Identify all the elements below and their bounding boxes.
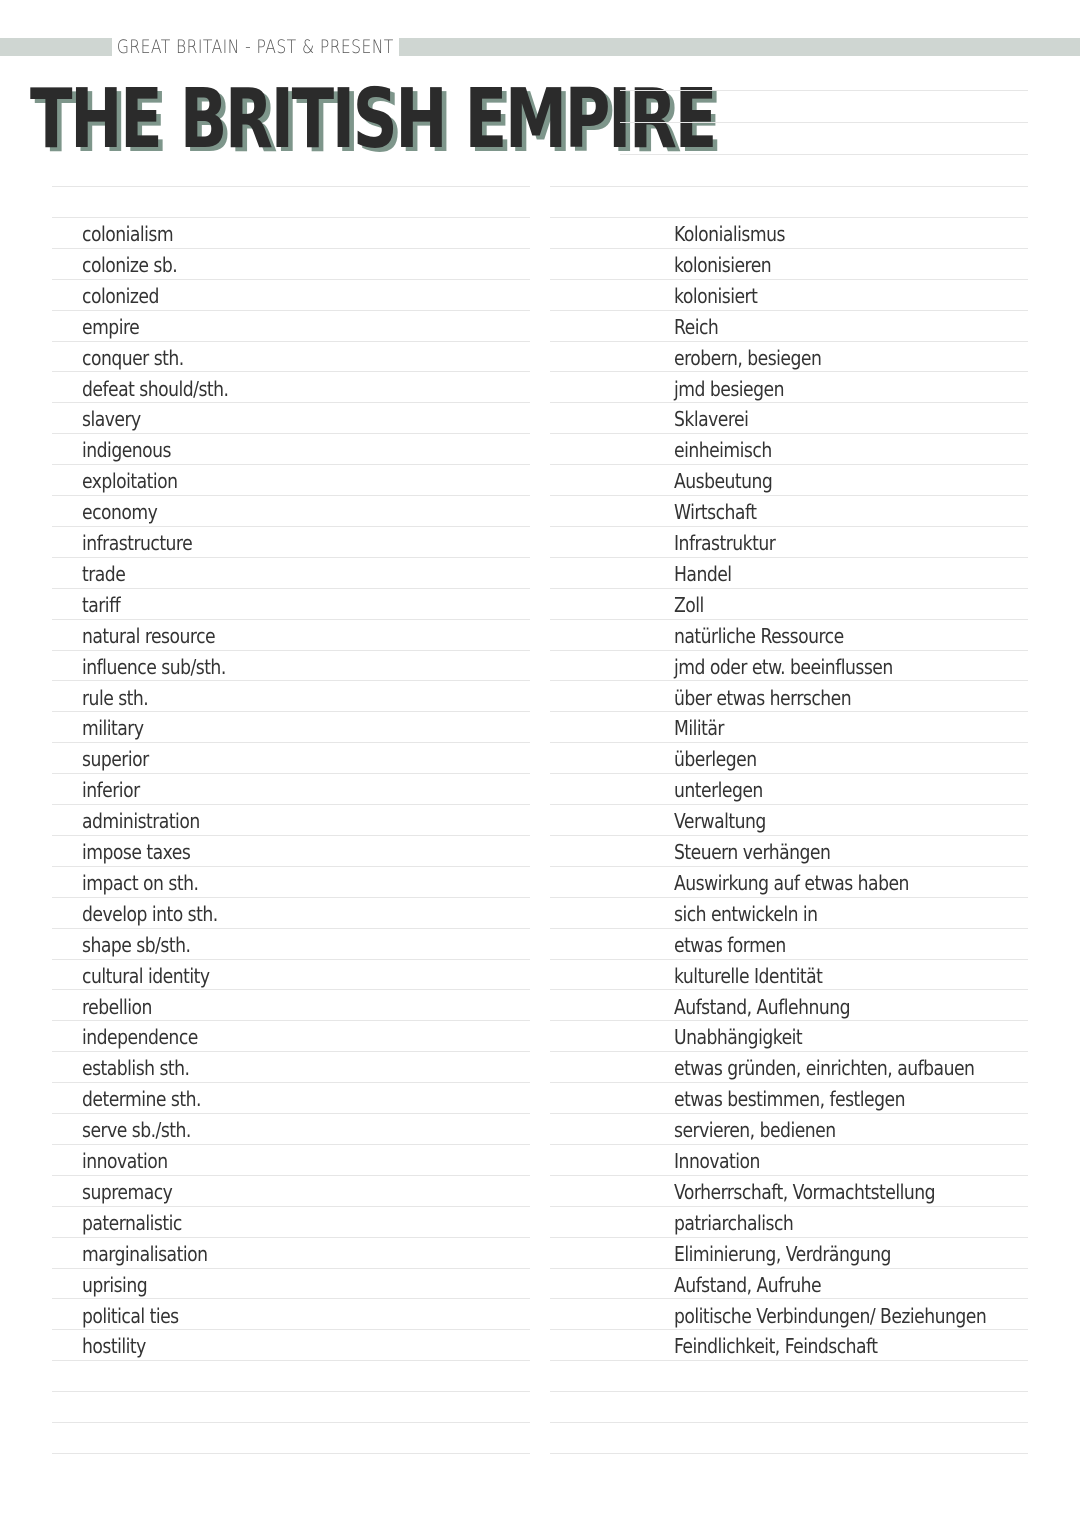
ruled-line [550,1453,1028,1454]
ruled-line [550,217,1028,218]
ruled-line [550,680,1028,681]
vocab-english: colonize sb. [82,253,178,277]
vocab-german: Sklaverei [674,407,749,431]
vocab-english: political ties [82,1304,179,1328]
vocab-german: Vorherrschaft, Vormachtstellung [674,1180,936,1204]
vocab-german: Steuern verhängen [674,840,831,864]
vocab-german: kolonisiert [674,284,758,308]
page-title: THE BRITISH EMPIRE [30,72,716,167]
ruled-line [52,1422,530,1423]
ruled-line [52,959,530,960]
ruled-line [550,433,1028,434]
ruled-line [52,588,530,589]
ruled-line [550,1175,1028,1176]
vocab-english: defeat should/sth. [82,377,229,401]
ruled-line [550,804,1028,805]
vocab-english: cultural identity [82,964,210,988]
ruled-line [52,371,530,372]
page-subtitle: GREAT BRITAIN - PAST & PRESENT [112,36,399,58]
vocab-german: Handel [674,562,732,586]
ruled-line [550,371,1028,372]
ruled-line [550,835,1028,836]
vocab-german: kulturelle Identität [674,964,823,988]
vocab-english: natural resource [82,624,216,648]
ruled-line [550,1329,1028,1330]
vocab-german: Zoll [674,593,704,617]
vocab-german: Aufstand, Aufruhe [674,1273,822,1297]
ruled-line [52,1329,530,1330]
ruled-line [550,1391,1028,1392]
vocab-english: conquer sth. [82,346,184,370]
vocab-english: impact on sth. [82,871,199,895]
vocab-german: überlegen [674,747,757,771]
vocab-german: etwas formen [674,933,786,957]
ruled-line [550,279,1028,280]
vocab-english: impose taxes [82,840,191,864]
ruled-line [52,928,530,929]
ruled-line [52,711,530,712]
vocab-german: politische Verbindungen/ Beziehungen [674,1304,987,1328]
vocab-english: economy [82,500,158,524]
vocab-german: jmd besiegen [674,377,784,401]
ruled-line [52,310,530,311]
ruled-line [52,248,530,249]
vocab-german: Innovation [674,1149,760,1173]
vocab-english: marginalisation [82,1242,208,1266]
german-column [550,0,1028,1527]
ruled-line [52,341,530,342]
vocab-german: etwas bestimmen, festlegen [674,1087,905,1111]
vocab-german: unterlegen [674,778,763,802]
vocab-english: exploitation [82,469,178,493]
ruled-line [550,1237,1028,1238]
ruled-line [620,122,1028,123]
ruled-line [52,1268,530,1269]
ruled-line [550,526,1028,527]
ruled-line [550,1020,1028,1021]
vocab-english: superior [82,747,149,771]
vocab-english: colonized [82,284,159,308]
vocab-german: Wirtschaft [674,500,757,524]
vocab-english: indigenous [82,438,172,462]
ruled-line [52,804,530,805]
ruled-line [52,1298,530,1299]
vocab-english: colonialism [82,222,174,246]
vocab-german: Infrastruktur [674,531,776,555]
ruled-line [550,1113,1028,1114]
vocab-english: administration [82,809,200,833]
vocab-english: paternalistic [82,1211,182,1235]
ruled-line [550,1051,1028,1052]
ruled-line [550,1082,1028,1083]
vocab-german: einheimisch [674,438,772,462]
vocab-english: supremacy [82,1180,173,1204]
vocab-english: empire [82,315,140,339]
ruled-line [550,186,1028,187]
vocab-german: servieren, bedienen [674,1118,836,1142]
ruled-line [52,1391,530,1392]
ruled-line [52,680,530,681]
ruled-line [52,557,530,558]
vocab-english: shape sb/sth. [82,933,191,957]
ruled-line [52,619,530,620]
vocab-english: rebellion [82,995,152,1019]
ruled-line [550,619,1028,620]
ruled-line [550,248,1028,249]
ruled-line [550,1144,1028,1145]
ruled-line [620,90,1028,91]
ruled-line [52,835,530,836]
vocab-german: Unabhängigkeit [674,1025,803,1049]
vocab-german: Verwaltung [674,809,766,833]
vocab-german: Militär [674,716,724,740]
ruled-line [52,773,530,774]
ruled-line [550,866,1028,867]
ruled-line [550,959,1028,960]
ruled-line [52,1360,530,1361]
vocab-german: über etwas herrschen [674,686,852,710]
vocab-english: independence [82,1025,198,1049]
ruled-line [52,1237,530,1238]
vocab-german: Auswirkung auf etwas haben [674,871,909,895]
vocab-german: Reich [674,315,719,339]
vocab-english: inferior [82,778,140,802]
vocab-german: Eliminierung, Verdrängung [674,1242,891,1266]
ruled-line [52,1206,530,1207]
vocab-german: patriarchalisch [674,1211,794,1235]
ruled-line [52,464,530,465]
ruled-line [52,526,530,527]
vocab-german: etwas gründen, einrichten, aufbauen [674,1056,975,1080]
ruled-line [52,1175,530,1176]
ruled-line [550,557,1028,558]
vocab-english: establish sth. [82,1056,190,1080]
vocab-english: innovation [82,1149,168,1173]
vocab-german: sich entwickeln in [674,902,818,926]
ruled-line [550,1268,1028,1269]
ruled-line [550,1206,1028,1207]
ruled-line [52,279,530,280]
vocab-german: erobern, besiegen [674,346,822,370]
vocab-english: determine sth. [82,1087,201,1111]
ruled-line [52,1051,530,1052]
ruled-line [550,711,1028,712]
ruled-line [52,989,530,990]
vocab-english: military [82,716,144,740]
vocab-german: kolonisieren [674,253,772,277]
ruled-line [550,897,1028,898]
vocab-english: hostility [82,1334,146,1358]
vocab-english: trade [82,562,126,586]
ruled-line [52,402,530,403]
vocab-german: Aufstand, Auflehnung [674,995,851,1019]
ruled-line [550,310,1028,311]
ruled-line [550,341,1028,342]
english-column [52,0,530,1527]
ruled-line [550,773,1028,774]
ruled-line [52,1144,530,1145]
ruled-line [52,495,530,496]
ruled-line [52,650,530,651]
ruled-line [52,217,530,218]
ruled-line [620,154,1028,155]
ruled-line [550,588,1028,589]
ruled-line [550,742,1028,743]
vocab-english: tariff [82,593,121,617]
ruled-line [52,1453,530,1454]
ruled-line [52,186,530,187]
vocab-german: Kolonialismus [674,222,785,246]
ruled-line [550,650,1028,651]
ruled-line [550,1298,1028,1299]
vocab-german: natürliche Ressource [674,624,844,648]
ruled-line [550,464,1028,465]
ruled-line [550,1360,1028,1361]
ruled-line [550,1422,1028,1423]
vocab-english: serve sb./sth. [82,1118,191,1142]
vocab-german: Feindlichkeit, Feindschaft [674,1334,878,1358]
ruled-line [550,989,1028,990]
vocab-english: infrastructure [82,531,193,555]
ruled-line [52,897,530,898]
ruled-line [52,1113,530,1114]
vocab-german: Ausbeutung [674,469,773,493]
vocab-english: influence sub/sth. [82,655,226,679]
ruled-line [550,495,1028,496]
ruled-line [52,433,530,434]
ruled-line [52,742,530,743]
ruled-line [52,1020,530,1021]
ruled-line [52,1082,530,1083]
vocab-english: slavery [82,407,141,431]
ruled-line [550,402,1028,403]
vocab-german: jmd oder etw. beeinflussen [674,655,893,679]
vocab-english: uprising [82,1273,148,1297]
vocab-english: rule sth. [82,686,149,710]
vocab-english: develop into sth. [82,902,218,926]
ruled-line [550,928,1028,929]
ruled-line [52,866,530,867]
